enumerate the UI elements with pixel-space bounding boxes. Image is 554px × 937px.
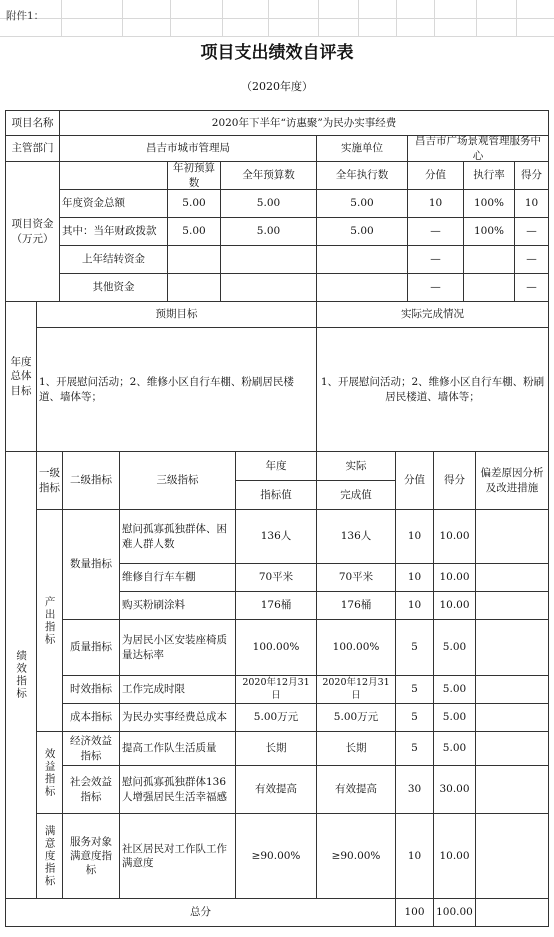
project-name-label: 项目名称: [5, 110, 60, 136]
l3-indicator: 维修自行车车棚: [120, 564, 236, 592]
l1-satisfaction: 满意度指标: [37, 814, 63, 899]
perf-label: 绩效指标: [5, 452, 37, 899]
l3-reason: [476, 592, 549, 620]
l3-target: 有效提高: [236, 766, 317, 814]
expected-goal-header: 预期目标: [37, 302, 317, 328]
funds-row-rate: [464, 246, 515, 274]
funds-row-score-value: 10: [408, 190, 464, 218]
l2-service-satisfaction: 服务对象满意度指标: [63, 814, 120, 899]
perf-col-target-a: 年度: [236, 452, 317, 481]
l3-target: 70平米: [236, 564, 317, 592]
funds-row-executed: 5.00: [317, 218, 408, 246]
l3-indicator: 慰问孤寡孤独群体、困难人群人数: [120, 510, 236, 564]
page-title: 项目支出绩效自评表: [200, 42, 354, 63]
funds-row-executed: [317, 274, 408, 302]
l3-actual: 5.00万元: [317, 704, 396, 732]
funds-row-budget-init: [168, 246, 221, 274]
l3-score-value: 5: [396, 676, 434, 704]
l3-actual: 长期: [317, 732, 396, 766]
funds-row-score-value: —: [408, 218, 464, 246]
funds-row-budget-init: 5.00: [168, 218, 221, 246]
l1-benefit: 效益指标: [37, 732, 63, 814]
l3-score-value: 30: [396, 766, 434, 814]
l3-score-value: 5: [396, 732, 434, 766]
funds-row-rate: [464, 274, 515, 302]
l3-target: 100.00%: [236, 620, 317, 676]
funds-col-budget-init: 年初预算数: [168, 162, 221, 190]
l3-score: 30.00: [434, 766, 476, 814]
project-name-value: 2020年下半年“访惠聚”为民办实事经费: [60, 110, 549, 136]
l3-actual: 136人: [317, 510, 396, 564]
funds-row-score: —: [515, 218, 549, 246]
l3-score-value: 10: [396, 510, 434, 564]
perf-col-target-b: 指标值: [236, 481, 317, 510]
funds-row-budget-init: [168, 274, 221, 302]
perf-col-actual-b: 完成值: [317, 481, 396, 510]
funds-col-score: 得分: [515, 162, 549, 190]
funds-row-budget-full: [221, 274, 317, 302]
funds-row-score: —: [515, 274, 549, 302]
perf-col-score-value: 分值: [396, 452, 434, 510]
l3-actual: 70平米: [317, 564, 396, 592]
l2-cost: 成本指标: [63, 704, 120, 732]
annual-goal-label: 年度总体目标: [5, 302, 37, 452]
l3-score-value: 10: [396, 592, 434, 620]
funds-col-score-value: 分值: [408, 162, 464, 190]
l3-indicator: 购买粉刷涂料: [120, 592, 236, 620]
l3-reason: [476, 564, 549, 592]
expected-goal-text: 1、开展慰问活动；2、维修小区自行车棚、粉刷居民楼道、墙体等；: [37, 328, 317, 452]
funds-row-label: 上年结转资金: [60, 246, 168, 274]
perf-col-l2: 二级指标: [63, 452, 120, 510]
l2-social: 社会效益指标: [63, 766, 120, 814]
l3-reason: [476, 704, 549, 732]
actual-goal-text: 1、开展慰问活动；2、维修小区自行车棚、粉刷居民楼道、墙体等；: [317, 328, 549, 452]
l3-score-value: 10: [396, 564, 434, 592]
funds-row-budget-full: 5.00: [221, 218, 317, 246]
funds-row-label: 其他资金: [60, 274, 168, 302]
l3-score: 5.00: [434, 732, 476, 766]
funds-col-rate: 执行率: [464, 162, 515, 190]
attachment-label: 附件1：: [6, 9, 45, 22]
l2-quantity: 数量指标: [63, 510, 120, 620]
total-score: 100.00: [434, 899, 476, 927]
l3-score: 10.00: [434, 564, 476, 592]
l3-target: 2020年12月31日: [236, 676, 317, 704]
funds-row-score-value: —: [408, 274, 464, 302]
l3-actual: 100.00%: [317, 620, 396, 676]
l3-indicator: 社区居民对工作队工作满意度: [120, 814, 236, 899]
funds-header-blank: [60, 162, 168, 190]
l3-target: 长期: [236, 732, 317, 766]
l3-score-value: 10: [396, 814, 434, 899]
implementer-value: 昌吉市广场景观管理服务中心: [408, 136, 549, 162]
l3-reason: [476, 620, 549, 676]
l3-reason: [476, 510, 549, 564]
funds-row-rate: 100%: [464, 190, 515, 218]
l2-timeliness: 时效指标: [63, 676, 120, 704]
l3-target: 5.00万元: [236, 704, 317, 732]
department-value: 昌吉市城市管理局: [60, 136, 317, 162]
l3-reason: [476, 766, 549, 814]
funds-row-executed: [317, 246, 408, 274]
l3-target: 176桶: [236, 592, 317, 620]
l3-indicator: 为民办实事经费总成本: [120, 704, 236, 732]
l3-target: 136人: [236, 510, 317, 564]
funds-row-label: 其中：当年财政拨款: [60, 218, 168, 246]
funds-row-label: 年度资金总额: [60, 190, 168, 218]
funds-row-score: —: [515, 246, 549, 274]
perf-col-reason: 偏差原因分析及改进措施: [476, 452, 549, 510]
l1-output: 产出指标: [37, 510, 63, 732]
funds-row-budget-init: 5.00: [168, 190, 221, 218]
l3-score: 5.00: [434, 676, 476, 704]
funds-row-score-value: —: [408, 246, 464, 274]
total-reason: [476, 899, 549, 927]
l3-indicator: 慰问孤寡孤独群体136人增强居民生活幸福感: [120, 766, 236, 814]
total-label: 总分: [5, 899, 396, 927]
l3-score-value: 5: [396, 704, 434, 732]
l3-score-value: 5: [396, 620, 434, 676]
l3-score: 10.00: [434, 592, 476, 620]
actual-goal-header: 实际完成情况: [317, 302, 549, 328]
perf-col-actual-a: 实际: [317, 452, 396, 481]
l3-actual: 有效提高: [317, 766, 396, 814]
total-score-value: 100: [396, 899, 434, 927]
l3-indicator: 提高工作队生活质量: [120, 732, 236, 766]
perf-col-l1: 一级指标: [37, 452, 63, 510]
l3-indicator: 为居民小区安装座椅质量达标率: [120, 620, 236, 676]
implementer-label: 实施单位: [317, 136, 408, 162]
l3-reason: [476, 732, 549, 766]
l3-score: 5.00: [434, 620, 476, 676]
l3-target: ≥90.00%: [236, 814, 317, 899]
funds-label: 项目资金（万元）: [5, 162, 60, 302]
funds-row-budget-full: 5.00: [221, 190, 317, 218]
department-label: 主管部门: [5, 136, 60, 162]
funds-row-score: 10: [515, 190, 549, 218]
perf-col-l3: 三级指标: [120, 452, 236, 510]
year-label: （2020年度）: [241, 79, 313, 93]
l2-quality: 质量指标: [63, 620, 120, 676]
l3-reason: [476, 676, 549, 704]
funds-col-executed: 全年执行数: [317, 162, 408, 190]
funds-row-budget-full: [221, 246, 317, 274]
l3-score: 10.00: [434, 814, 476, 899]
funds-col-budget-full: 全年预算数: [221, 162, 317, 190]
l3-reason: [476, 814, 549, 899]
l3-score: 5.00: [434, 704, 476, 732]
l3-actual: ≥90.00%: [317, 814, 396, 899]
funds-row-executed: 5.00: [317, 190, 408, 218]
l3-score: 10.00: [434, 510, 476, 564]
l2-economic: 经济效益指标: [63, 732, 120, 766]
l3-indicator: 工作完成时限: [120, 676, 236, 704]
perf-col-score: 得分: [434, 452, 476, 510]
l3-actual: 2020年12月31日: [317, 676, 396, 704]
funds-row-rate: 100%: [464, 218, 515, 246]
l3-actual: 176桶: [317, 592, 396, 620]
